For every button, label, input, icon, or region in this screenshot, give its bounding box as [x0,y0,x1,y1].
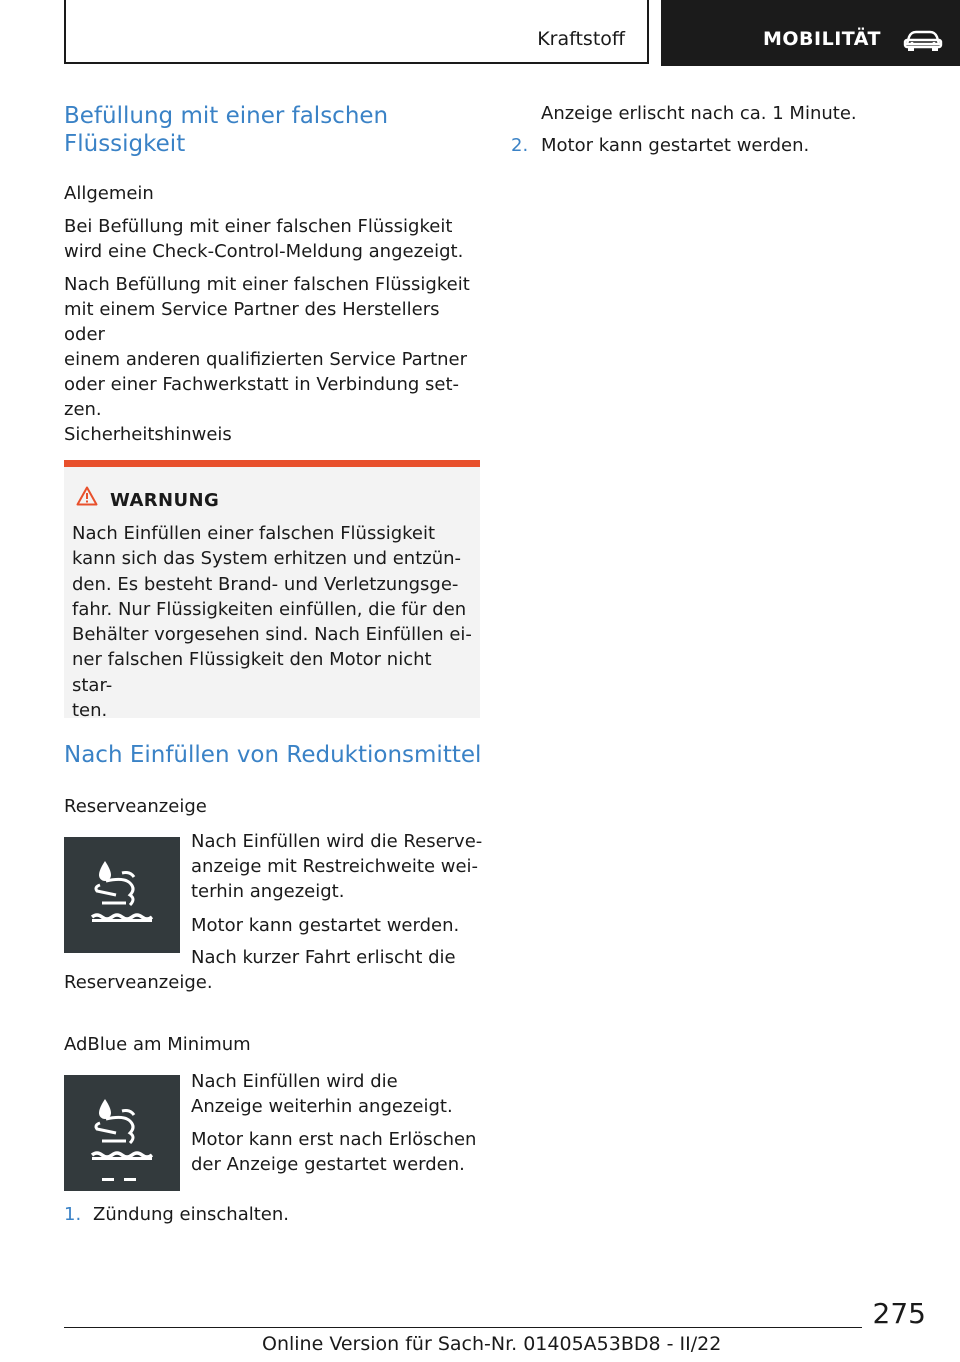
reserve-para-1 [191,829,491,904]
text-line: oder einer Fachwerkstatt in Verbindung set- [64,374,460,395]
text-line: Nach Einfüllen wird die [191,1071,398,1092]
subheading-reserve: Reserveanzeige [64,796,207,817]
general-block [64,182,480,206]
text-line: kann sich das System erhitzen und entzün- [72,548,462,570]
left-column-intro [64,102,480,158]
heading-line: Befüllung mit einer falschen [64,103,389,129]
minimum-para-2 [191,1127,491,1177]
header-section-title: Kraftstoff [537,28,625,50]
step-continuation: Anzeige erlischt nach ca. 1 Minute. [541,103,857,124]
page-number: 275 [872,1297,926,1330]
text-line: Behälter vorgesehen sind. Nach Einfüllen ei- [72,624,472,646]
subheading-general: Allgemein [64,183,154,204]
text-line: den. Es besteht Brand- und Verletzungsge- [72,573,459,595]
adblue-reserve-icon [64,837,180,953]
text-line: Motor kann gestartet werden. [191,915,460,936]
reserve-para-3a [191,945,491,970]
text-line: Motor kann erst nach Erlöschen [191,1129,477,1150]
general-para-2 [64,272,480,422]
minimum-para-1 [191,1069,491,1119]
reserve-para-3b [64,970,480,995]
text-line: zen. [64,399,102,420]
warning-title: WARNUNG [110,490,220,511]
text-line: Anzeige weiterhin angezeigt. [191,1096,453,1117]
reserve-subheading-block [64,795,480,819]
text-line: ten. [72,700,108,722]
general-para-1 [64,214,480,264]
text-line: Bei Befüllung mit einer falschen Flüssigkeit [64,216,453,237]
step-text: Motor kann gestartet werden. [541,135,810,156]
text-line: fahr. Nur Flüssigkeiten einfüllen, die für den [72,598,467,620]
adblue-minimum-icon [64,1075,180,1191]
text-line: Nach kurzer Fahrt erlischt die [191,947,456,968]
car-icon [903,28,943,52]
warning-triangle-icon [76,486,98,506]
text-line: Nach Einfüllen wird die Reserve- [191,831,483,852]
text-line: einem anderen qualifizierten Service Partner [64,349,468,370]
text-line: Nach Befüllung mit einer falschen Flüssigkeit [64,274,470,295]
footer-version-text: Online Version für Sach-Nr. 01405A53BD8 - II/22 [262,1333,722,1355]
text-line: Nach Einfüllen einer falschen Flüssigkeit [72,523,436,544]
step-number: 1. [64,1204,82,1225]
header-section-box [64,0,649,64]
footer-divider [64,1327,862,1328]
text-line: der Anzeige gestartet werden. [191,1154,465,1175]
text-line: anzeige mit Restreichweite wei- [191,856,479,877]
subheading-minimum: AdBlue am Minimum [64,1034,251,1055]
safety-block [64,423,480,447]
warning-bar [64,460,480,467]
warning-text [72,521,472,723]
step-number: 2. [511,135,529,156]
header-chapter-title: MOBILITÄT [763,28,881,50]
heading2-block [64,741,494,769]
heading-line: Flüssigkeit [64,131,186,157]
text-line: mit einem Service Partner des Herstellers oder [64,299,440,345]
section-heading-reductant: Nach Einfüllen von Reduktionsmittel [64,742,482,768]
reserve-para-2 [191,913,491,938]
text-line: wird eine Check-Control-Meldung angezeigt. [64,241,464,262]
minimum-subheading-block [64,1033,480,1057]
text-line: Reserveanzeige. [64,972,213,993]
subheading-safety: Sicherheitshinweis [64,424,232,445]
header-chapter-box [661,0,960,66]
text-line: ner falschen Flüssigkeit den Motor nicht star- [72,649,432,696]
text-line: terhin angezeigt. [191,881,345,902]
step-text: Zündung einschalten. [93,1204,289,1225]
section-heading-wrong-fluid [64,102,480,158]
